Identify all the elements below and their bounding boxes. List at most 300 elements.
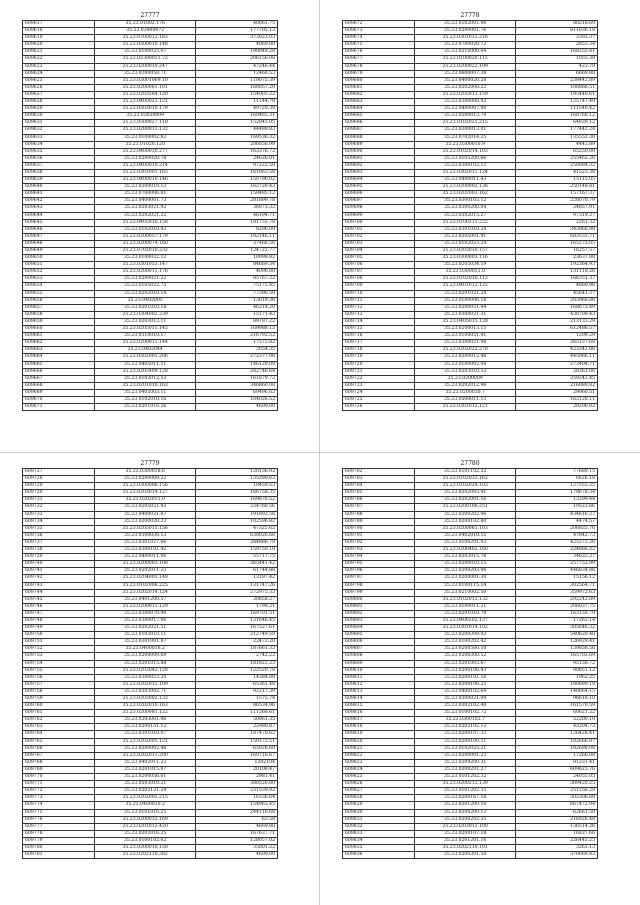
account-cell: 609644 <box>23 212 95 219</box>
code-cell: 35.23.0200101.16 <box>415 674 516 681</box>
table-row <box>23 134 278 141</box>
table-row <box>343 688 598 695</box>
table-row <box>23 148 278 155</box>
account-cell: 609663 <box>23 347 95 354</box>
account-cell: 609802 <box>343 610 415 617</box>
table-row <box>343 311 598 318</box>
account-cell: 609736 <box>23 532 95 539</box>
code-cell: 35.23.0500010.148 <box>95 42 196 49</box>
code-cell: 35.23.0400020.2 <box>95 802 196 809</box>
code-cell: 35.23.0203584.120 <box>95 91 196 98</box>
table-row <box>343 717 598 724</box>
account-cell: 609768 <box>23 759 95 766</box>
amount-cell: 120136.92 <box>196 469 278 476</box>
amount-cell: 281899.78 <box>196 198 278 205</box>
account-cell: 609767 <box>23 752 95 759</box>
amount-cell: 238442.89 <box>516 77 598 84</box>
table-row <box>23 382 278 389</box>
amount-cell: 286856.99 <box>196 141 278 148</box>
amount-cell: 102596.82 <box>196 518 278 525</box>
code-cell: 35.23.0102012.53 <box>95 375 196 382</box>
account-cell: 609789 <box>343 518 415 525</box>
code-cell: 35.23.0202014.124 <box>95 589 196 596</box>
code-cell: 35.23.03030009 <box>95 113 196 120</box>
amount-cell: 1202104 <box>196 759 278 766</box>
amount-cell: 30658.27 <box>196 596 278 603</box>
table-row <box>23 205 278 212</box>
table-row <box>23 347 278 354</box>
code-cell: 35.23.01020.120 <box>95 141 196 148</box>
amount-cell: 64839.12 <box>516 120 598 127</box>
code-cell: 35.23.0202001.215 <box>95 795 196 802</box>
code-cell: 35.23.0200106.23 <box>415 681 516 688</box>
account-cell: 609732 <box>23 504 95 511</box>
code-cell: 35.23.0100025.07 <box>95 49 196 56</box>
code-cell: 35.23.0402010.15 <box>415 532 516 539</box>
amount-cell: 187470.62 <box>196 731 278 738</box>
table-row <box>343 525 598 532</box>
account-cell: 609809 <box>343 660 415 667</box>
code-cell: 35.23.0200200.13 <box>415 809 516 816</box>
amount-cell: 216089.82 <box>516 382 598 389</box>
amount-cell: 150796.02 <box>196 177 278 184</box>
amount-cell: 168057.20 <box>196 84 278 91</box>
amount-cell: 4474.57 <box>516 518 598 525</box>
account-cell: 609649 <box>23 248 95 255</box>
account-cell: 609667 <box>23 375 95 382</box>
account-cell: 609699 <box>343 212 415 219</box>
amount-cell: 228070.79 <box>516 198 598 205</box>
code-cell: 35.23.0101016.25 <box>95 809 196 816</box>
table-row <box>23 290 278 297</box>
account-cell: 609694 <box>343 177 415 184</box>
code-cell: 35.23.0302011.124 <box>415 169 516 176</box>
table-row <box>23 561 278 568</box>
table-row <box>23 504 278 511</box>
account-cell: 609678 <box>343 63 415 70</box>
amount-cell: 100689.19 <box>516 681 598 688</box>
amount-cell: 40061.75 <box>196 21 278 28</box>
account-cell: 609642 <box>23 198 95 205</box>
amount-cell: 150172.51 <box>196 738 278 745</box>
account-cell: 609824 <box>343 766 415 773</box>
code-cell: 35.23.0201015.88 <box>95 660 196 667</box>
amount-cell: 359972.63 <box>516 589 598 596</box>
table-row <box>343 809 598 816</box>
table-row <box>23 660 278 667</box>
code-cell: 35.23.0300011.0 <box>415 269 516 276</box>
table-row <box>23 304 278 311</box>
account-cell: 609673 <box>343 28 415 35</box>
table-row <box>343 127 598 134</box>
table-row <box>23 212 278 219</box>
table-row <box>23 554 278 561</box>
table-row <box>23 106 278 113</box>
code-cell: 35.23.0203021.92 <box>95 205 196 212</box>
table-row <box>23 617 278 624</box>
sheet-title: 27779 <box>140 460 160 467</box>
table-row <box>23 483 278 490</box>
table-row <box>343 653 598 660</box>
account-cell: 609830 <box>343 809 415 816</box>
code-cell: 35.23.0200107.18 <box>415 830 516 837</box>
table-row <box>23 575 278 582</box>
amount-cell: 97319.27 <box>516 212 598 219</box>
amount-cell: 195440.61 <box>516 91 598 98</box>
table-row <box>343 205 598 212</box>
account-cell: 609713 <box>343 311 415 318</box>
table-row <box>343 823 598 830</box>
amount-cell: 250084.32 <box>516 162 598 169</box>
account-cell: 609624 <box>23 70 95 77</box>
amount-cell: 65250.00 <box>516 148 598 155</box>
table-row <box>23 476 278 483</box>
account-cell: 609760 <box>23 703 95 710</box>
account-cell: 609691 <box>343 155 415 162</box>
amount-cell: 167637.71 <box>196 830 278 837</box>
table-row <box>343 752 598 759</box>
amount-cell: 111566.61 <box>196 710 278 717</box>
account-cell: 609620 <box>23 42 95 49</box>
account-cell: 609635 <box>23 148 95 155</box>
account-cell: 609676 <box>343 49 415 56</box>
account-cell: 609764 <box>23 731 95 738</box>
code-cell: 35.23.0400202.137 <box>415 617 516 624</box>
amount-cell: 540620.40 <box>516 632 598 639</box>
code-cell: 35.23.0100002.04 <box>415 361 516 368</box>
amount-cell: 257752.99 <box>516 561 598 568</box>
code-cell: 35.23.0200001.30 <box>415 575 516 582</box>
amount-cell: 152045.05 <box>196 120 278 127</box>
account-cell: 609743 <box>23 582 95 589</box>
account-cell: 609630 <box>23 113 95 120</box>
code-cell: 35.23.0400010.214 <box>95 162 196 169</box>
account-cell: 609623 <box>23 63 95 70</box>
amount-cell: 128057.02 <box>196 837 278 844</box>
amount-cell: 4669.80 <box>196 823 278 830</box>
table-row <box>343 240 598 247</box>
account-cell: 609833 <box>343 830 415 837</box>
code-cell: 35.23.0204001.149 <box>95 575 196 582</box>
code-cell: 35.23.0402044 <box>95 347 196 354</box>
table-row <box>23 696 278 703</box>
account-cell: 609811 <box>343 674 415 681</box>
table-row <box>23 525 278 532</box>
amount-cell: 61744.88 <box>196 568 278 575</box>
table-row <box>23 226 278 233</box>
code-cell: 35.23.0200050.71 <box>95 70 196 77</box>
account-cell: 609794 <box>343 554 415 561</box>
account-cell: 609823 <box>343 759 415 766</box>
amount-cell: 65361.48 <box>196 681 278 688</box>
account-cell: 609703 <box>343 240 415 247</box>
account-cell: 609643 <box>23 205 95 212</box>
sheet-title: 27777 <box>140 12 160 19</box>
amount-cell: 16336.64 <box>196 795 278 802</box>
code-cell: 35.23.0100202.42 <box>415 639 516 646</box>
account-cell: 609765 <box>23 738 95 745</box>
account-cell: 609770 <box>23 774 95 781</box>
code-cell: 35.23.0200081.101 <box>95 84 196 91</box>
account-cell: 609701 <box>343 226 415 233</box>
amount-cell: 84669.34 <box>196 262 278 269</box>
amount-cell: 177442.24 <box>516 127 598 134</box>
code-cell: 35.23.0301010.24 <box>415 226 516 233</box>
table-row <box>343 837 598 844</box>
amount-cell: 187661.33 <box>196 646 278 653</box>
account-cell: 609785 <box>343 490 415 497</box>
table-row <box>23 177 278 184</box>
account-cell: 609637 <box>23 162 95 169</box>
table-row <box>343 91 598 98</box>
amount-cell: 206835.76 <box>516 525 598 532</box>
table-row <box>23 141 278 148</box>
amount-cell: 251256.29 <box>516 788 598 795</box>
code-cell: 35.23.0202110.382 <box>95 852 196 859</box>
code-cell: 35.23.0202010.14 <box>95 290 196 297</box>
code-cell: 35.23.0206300.52 <box>415 653 516 660</box>
table-row <box>23 375 278 382</box>
code-cell: 35.23.0700012.183 <box>95 35 196 42</box>
account-cell: 609632 <box>23 127 95 134</box>
table-row <box>343 382 598 389</box>
account-cell: 609617 <box>23 21 95 28</box>
amount-cell: 119075.39 <box>196 77 278 84</box>
code-cell: 35.23.0204200.31 <box>415 759 516 766</box>
table-row <box>23 731 278 738</box>
account-cell: 609704 <box>343 248 415 255</box>
account-cell: 609683 <box>343 99 415 106</box>
table-row <box>23 852 278 859</box>
table-row <box>343 660 598 667</box>
code-cell: 35.23.01002.176 <box>95 21 196 28</box>
account-cell: 609712 <box>343 304 415 311</box>
code-cell: 35.23.0202012.96 <box>415 382 516 389</box>
amount-cell: 216792.52 <box>196 333 278 340</box>
ledger-table <box>342 20 598 411</box>
amount-cell: 4069.00 <box>196 42 278 49</box>
amount-cell: 139856.56 <box>516 646 598 653</box>
code-cell: 35.23.0202021.22 <box>95 212 196 219</box>
code-cell: 35.23.0300008.92 <box>415 99 516 106</box>
account-cell: 609728 <box>23 476 95 483</box>
code-cell: 35.23.0200074.160 <box>95 240 196 247</box>
table-row <box>343 63 598 70</box>
account-cell: 609776 <box>23 816 95 823</box>
account-cell: 609674 <box>343 35 415 42</box>
table-row <box>23 596 278 603</box>
account-cell: 609640 <box>23 184 95 191</box>
table-row <box>343 582 598 589</box>
code-cell: 35.23.0201015.07 <box>95 766 196 773</box>
code-cell: 35.23.0201201.16 <box>415 837 516 844</box>
account-cell: 609738 <box>23 547 95 554</box>
account-cell: 609742 <box>23 575 95 582</box>
code-cell: 35.23.0300018.6 <box>95 469 196 476</box>
code-cell: 35.23.0102010.43 <box>95 226 196 233</box>
account-cell: 609686 <box>343 120 415 127</box>
account-cell: 609715 <box>343 326 415 333</box>
table-row <box>343 554 598 561</box>
amount-cell: 302564.71 <box>516 582 598 589</box>
code-cell: 35.23.0203409.128 <box>95 368 196 375</box>
account-cell: 609745 <box>23 596 95 603</box>
amount-cell: 127553.25 <box>516 483 598 490</box>
table-row <box>23 162 278 169</box>
account-cell: 609662 <box>23 340 95 347</box>
code-cell: 35.23.0202011.200 <box>95 752 196 759</box>
account-cell: 609638 <box>23 169 95 176</box>
code-cell: 35.23.0203042.128 <box>95 667 196 674</box>
amount-cell: 95158.72 <box>516 660 598 667</box>
amount-cell: 2742.22 <box>196 653 278 660</box>
table-row <box>343 788 598 795</box>
table-row <box>343 766 598 773</box>
table-row <box>23 774 278 781</box>
table-row <box>343 396 598 403</box>
code-cell: 35.23.0203010.52 <box>415 368 516 375</box>
code-cell: 35.23.0202012.109 <box>95 681 196 688</box>
amount-cell: 11144.78 <box>196 99 278 106</box>
table-row <box>343 184 598 191</box>
account-cell: 609636 <box>23 155 95 162</box>
code-cell: 35.23.0200031.94 <box>415 304 516 311</box>
table-row <box>23 625 278 632</box>
table-row <box>23 56 278 63</box>
code-cell: 35.23.0500011.13 <box>415 396 516 403</box>
amount-cell: 683533.71 <box>516 233 598 240</box>
table-row <box>23 84 278 91</box>
code-cell: 35.23.0202001.16 <box>415 497 516 504</box>
table-row <box>343 511 598 518</box>
code-cell: 35.23.0300003.116 <box>415 255 516 262</box>
amount-cell: 612486.57 <box>516 326 598 333</box>
table-row <box>23 262 278 269</box>
table-row <box>23 255 278 262</box>
table-row <box>343 120 598 127</box>
amount-cell: 14384.88 <box>196 674 278 681</box>
table-row <box>343 731 598 738</box>
amount-cell: 224866.22 <box>516 547 598 554</box>
code-cell: 35.23.0300200.04 <box>415 205 516 212</box>
code-cell: 35.23.0200001.23 <box>415 752 516 759</box>
table-row <box>23 759 278 766</box>
account-cell: 609619 <box>23 35 95 42</box>
code-cell: 35.23.0200309.02 <box>415 632 516 639</box>
account-cell: 609722 <box>343 375 415 382</box>
account-cell: 609718 <box>343 347 415 354</box>
table-row <box>343 21 598 28</box>
table-row <box>343 169 598 176</box>
amount-cell: 178678.34 <box>516 490 598 497</box>
code-cell: 35.23.0301027.06 <box>95 539 196 546</box>
table-row <box>23 191 278 198</box>
amount-cell: 131646.45 <box>196 617 278 624</box>
code-cell: 35.23.0100011.21 <box>415 603 516 610</box>
table-row <box>343 333 598 340</box>
amount-cell: 49720.39 <box>196 106 278 113</box>
table-row <box>23 42 278 49</box>
amount-cell: 4096.00 <box>196 269 278 276</box>
amount-cell: 244116.68 <box>196 809 278 816</box>
code-cell: 35.23.0200020.23 <box>95 518 196 525</box>
code-cell: 35.23.0200057.179 <box>95 233 196 240</box>
table-row <box>23 21 278 28</box>
account-cell: 609763 <box>23 724 95 731</box>
table-row <box>343 646 598 653</box>
table-row <box>23 603 278 610</box>
table-row <box>343 518 598 525</box>
account-cell: 609775 <box>23 809 95 816</box>
account-cell: 609773 <box>23 795 95 802</box>
table-row <box>23 781 278 788</box>
code-cell: 35.23.0500027.110 <box>95 120 196 127</box>
table-row <box>23 340 278 347</box>
table-row <box>343 639 598 646</box>
table-row <box>23 710 278 717</box>
table-row <box>23 568 278 575</box>
table-row <box>343 547 598 554</box>
amount-cell: 3054.35 <box>196 347 278 354</box>
amount-cell: 22980.87 <box>196 724 278 731</box>
amount-cell: 16257.57 <box>516 248 598 255</box>
code-cell: 35.23.0300030.13 <box>95 532 196 539</box>
amount-cell: 36873.32 <box>196 205 278 212</box>
code-cell: 35.23.0400030.277 <box>95 148 196 155</box>
account-cell: 609761 <box>23 710 95 717</box>
table-row <box>23 582 278 589</box>
amount-cell: 811036.18 <box>516 28 598 35</box>
account-cell: 609737 <box>23 539 95 546</box>
account-cell: 609622 <box>23 56 95 63</box>
code-cell: 35.23.0203014.127 <box>95 490 196 497</box>
table-row <box>23 745 278 752</box>
table-row <box>23 688 278 695</box>
amount-cell: 86534.96 <box>196 703 278 710</box>
code-cell: 35.23.0300021.31 <box>415 311 516 318</box>
code-cell: 35.23.0200011.176 <box>95 269 196 276</box>
account-cell: 609766 <box>23 745 95 752</box>
sheet-27779 <box>22 460 278 859</box>
table-row <box>23 738 278 745</box>
table-row <box>23 469 278 476</box>
amount-cell: 167527.61 <box>196 625 278 632</box>
table-row <box>23 532 278 539</box>
table-row <box>343 490 598 497</box>
code-cell: 35.23.0300103.12 <box>415 198 516 205</box>
account-cell: 609777 <box>23 823 95 830</box>
amount-cell: 160465.31 <box>196 113 278 120</box>
code-cell: 35.23.0200151.12 <box>95 724 196 731</box>
code-cell: 35.23.0202003.162 <box>415 191 516 198</box>
amount-cell: 165702.69 <box>516 653 598 660</box>
table-row <box>343 198 598 205</box>
code-cell: 35.23.0200201.27 <box>415 766 516 773</box>
table-row <box>343 276 598 283</box>
amount-cell: 47325.62 <box>196 525 278 532</box>
account-cell: 609657 <box>23 304 95 311</box>
code-cell: 35.23.0205021.93 <box>95 504 196 511</box>
code-cell: 35.23.0100051.41 <box>415 333 516 340</box>
amount-cell: 15156.12 <box>516 575 598 582</box>
account-cell: 609756 <box>23 674 95 681</box>
account-cell: 609681 <box>343 84 415 91</box>
amount-cell: 126428.41 <box>516 731 598 738</box>
table-row <box>343 148 598 155</box>
table-row <box>23 333 278 340</box>
table-row <box>343 610 598 617</box>
account-cell: 609831 <box>343 816 415 823</box>
